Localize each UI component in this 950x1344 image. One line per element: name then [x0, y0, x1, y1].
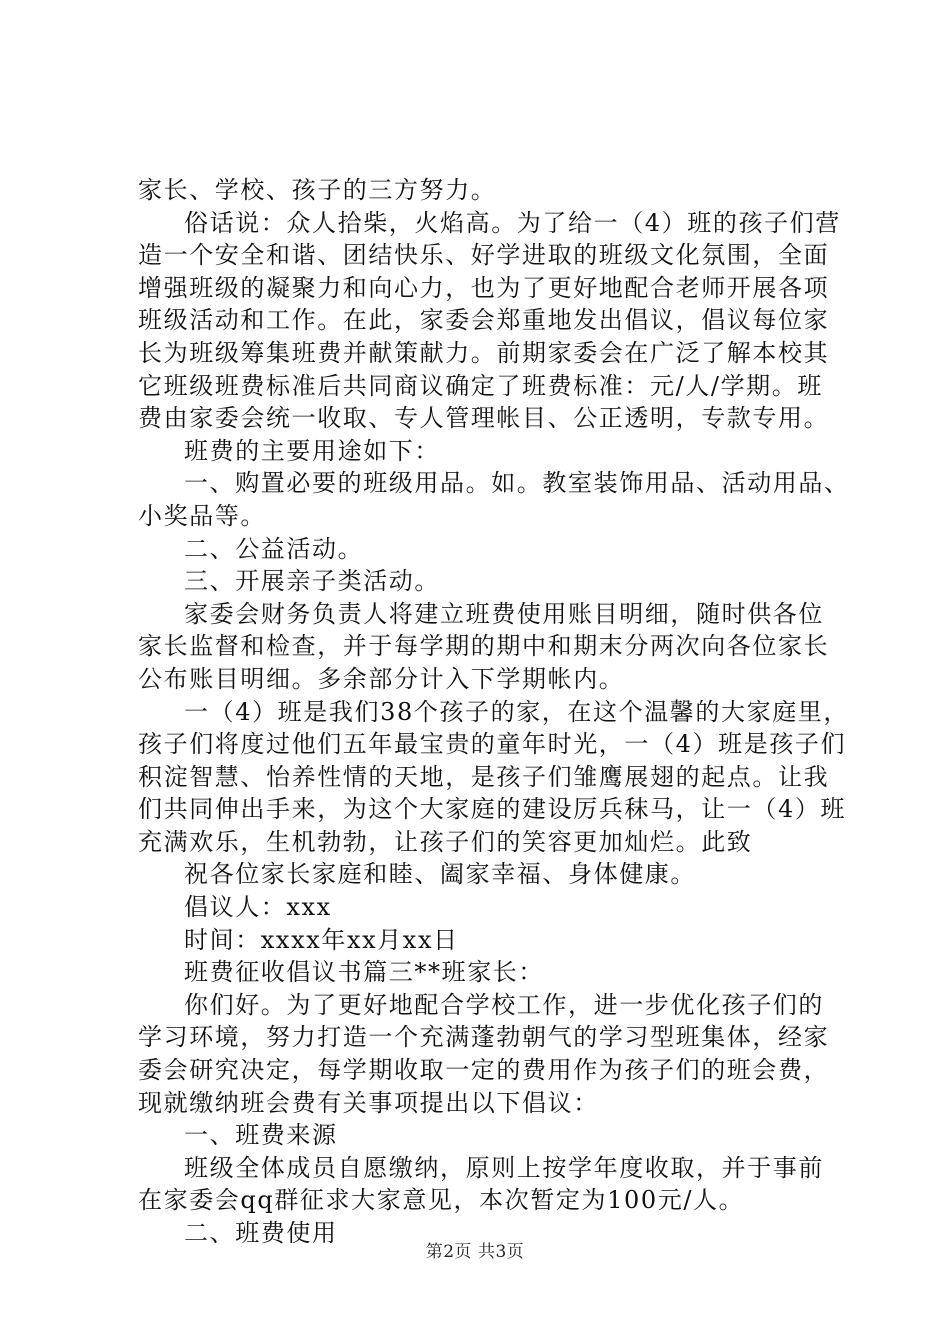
text-line: 充满欢乐，生机勃勃，让孩子们的笑容更加灿烂。此致: [138, 827, 753, 856]
text-line: 你们好。为了更好地配合学校工作，进一步优化孩子们的: [184, 990, 824, 1019]
text-line: 小奖品等。: [138, 501, 266, 530]
text-line: 积淀智慧、怡养性情的天地，是孩子们雏鹰展翅的起点。让我: [138, 762, 830, 791]
page-number-label: 第2页 共3页: [425, 1242, 525, 1262]
text-line: 班级活动和工作。在此，家委会郑重地发出倡议，倡议每位家: [138, 306, 830, 335]
text-line: 一、购置必要的班级用品。如。教室装饰用品、活动用品、: [184, 469, 850, 498]
text-line: 班级全体成员自愿缴纳，原则上按学年度收取，并于事前: [184, 1153, 824, 1182]
text-line: 在家委会qq群征求大家意见，本次暂定为100元/人。: [138, 1186, 745, 1215]
text-line: 家委会财务负责人将建立班费使用账目明细，随时供各位: [184, 599, 824, 628]
text-line: 委会研究决定，每学期收取一定的费用作为孩子们的班会费，: [138, 1056, 830, 1085]
text-line: 家长、学校、孩子的三方努力。: [138, 176, 497, 204]
document-body: [138, 174, 850, 1250]
text-line: 现就缴纳班会费有关事项提出以下倡议：: [138, 1088, 599, 1117]
text-line: 一、班费来源: [184, 1121, 338, 1150]
text-line: 学习环境，努力打造一个充满蓬勃朝气的学习型班集体，经家: [138, 1023, 830, 1052]
text-line: 们共同伸出手来，为这个大家庭的建设厉兵秣马，让一（4）班: [138, 795, 847, 824]
text-line: 祝各位家长家庭和睦、阖家幸福、身体健康。: [184, 860, 696, 889]
text-line: 造一个安全和谐、团结快乐、好学进取的班级文化氛围，全面: [138, 241, 830, 270]
text-line: 班费的主要用途如下：: [184, 436, 440, 465]
text-line: 一（4）班是我们38个孩子的家，在这个温馨的大家庭里，: [184, 697, 850, 726]
text-line: 俗话说：众人拾柴，火焰高。为了给一（4）班的孩子们营: [184, 208, 841, 237]
text-line: 增强班级的凝聚力和向心力，也为了更好地配合老师开展各项: [138, 273, 830, 302]
text-line: 三、开展亲子类活动。: [184, 567, 440, 596]
text-line: 倡议人：xxx: [184, 893, 332, 922]
text-line: 二、公益活动。: [184, 534, 364, 563]
text-line: 长为班级筹集班费并献策献力。前期家委会在广泛了解本校其: [138, 338, 830, 367]
text-line: 费由家委会统一收取、专人管理帐目、公正透明，专款专用。: [138, 404, 830, 433]
page-footer: [0, 1240, 950, 1264]
text-line: 公布账目明细。多余部分计入下学期帐内。: [138, 664, 625, 693]
text-line: 时间：xxxx年xx月xx日: [184, 925, 459, 954]
text-line: 班费征收倡议书篇三**班家长：: [184, 958, 544, 987]
text-line: 家长监督和检查，并于每学期的期中和期末分两次向各位家长: [138, 632, 830, 661]
text-line: 孩子们将度过他们五年最宝贵的童年时光，一（4）班是孩子们: [138, 730, 847, 759]
text-line: 它班级班费标准后共同商议确定了班费标准：元/人/学期。班: [138, 371, 823, 400]
text-line: 二、班费使用: [184, 1219, 338, 1247]
